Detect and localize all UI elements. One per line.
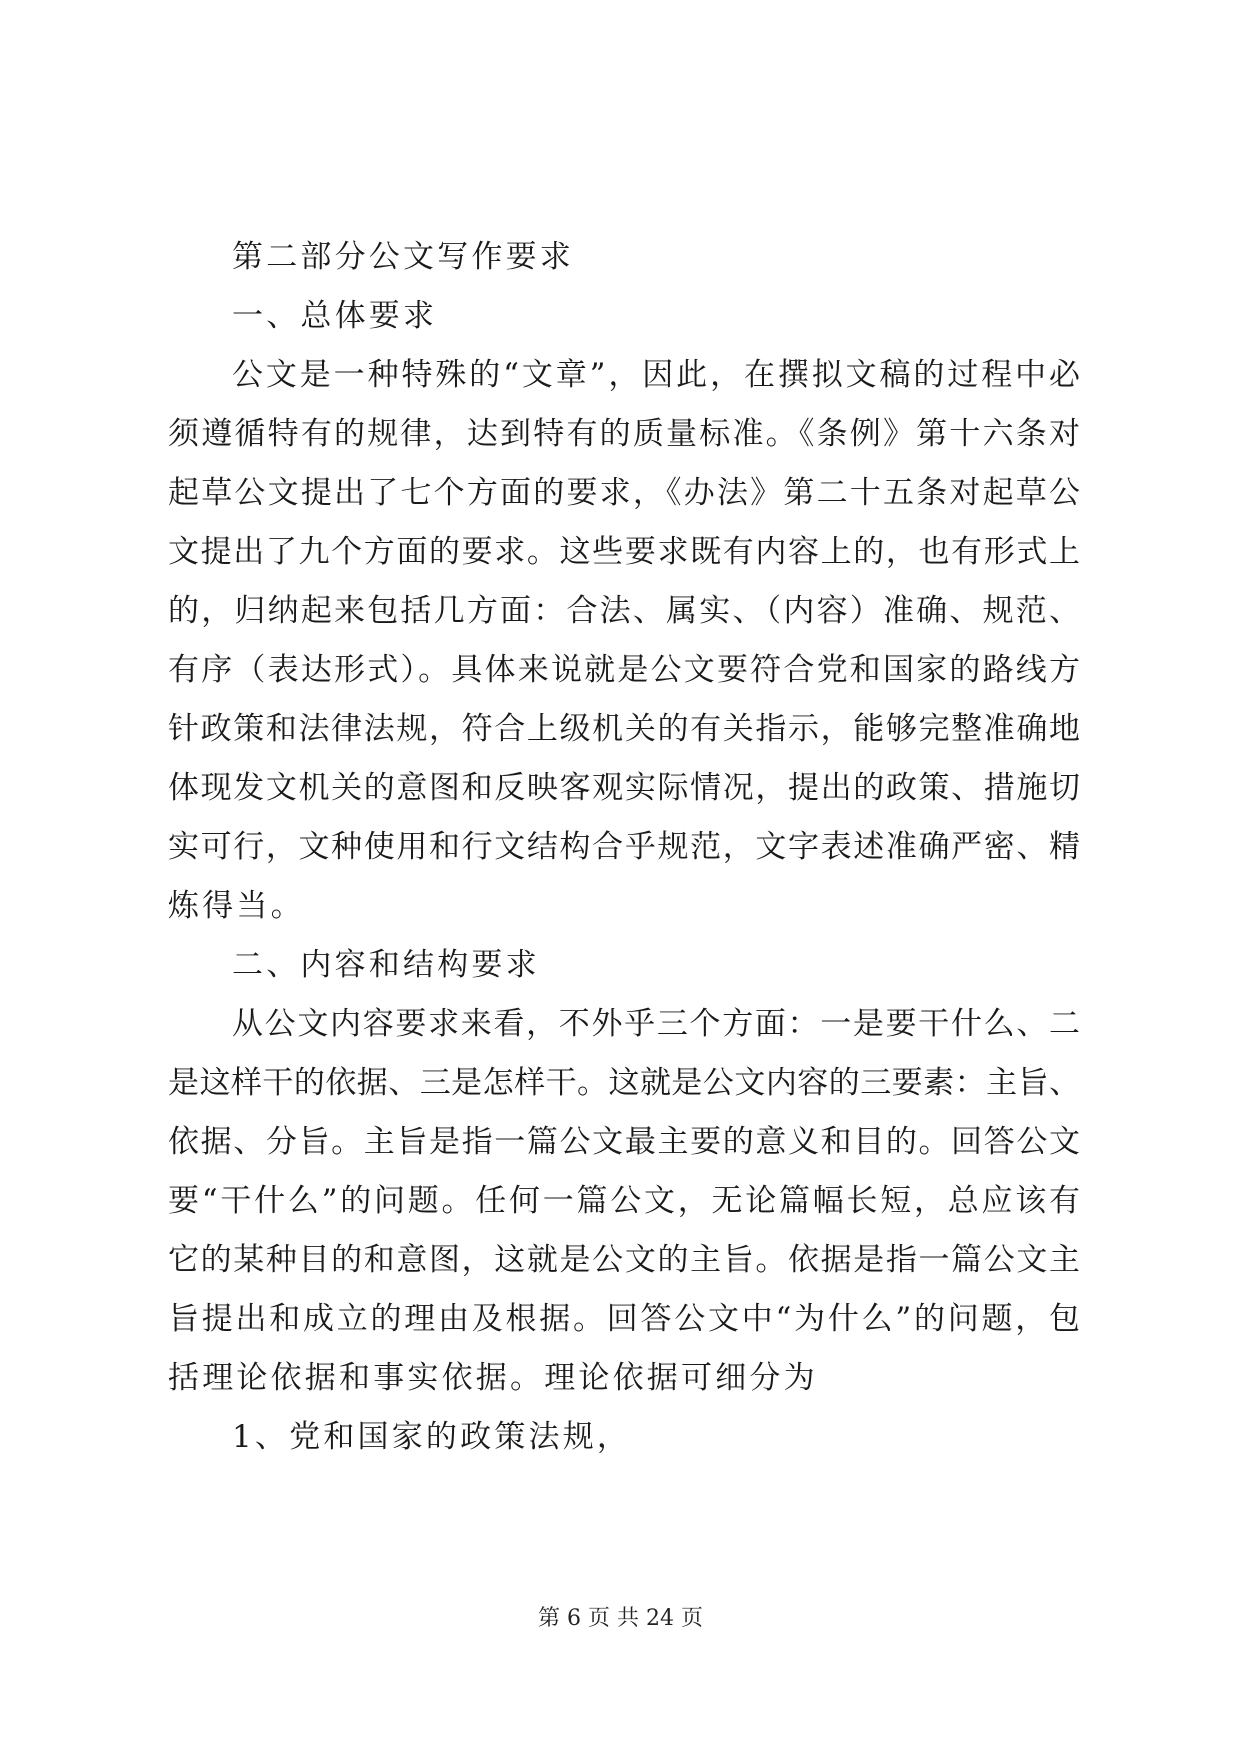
paragraph-line: 从公文内容要求来看，不外乎三个方面：一是要干什么、二 bbox=[232, 1006, 1080, 1042]
paragraph-line: 炼得当。 bbox=[168, 888, 305, 924]
paragraph-line: 文提出了九个方面的要求。这些要求既有内容上的，也有形式上 bbox=[168, 534, 1080, 570]
paragraph-line: 括理论依据和事实依据。理论依据可细分为 bbox=[168, 1360, 818, 1396]
paragraph-line: 它的某种目的和意图，这就是公文的主旨。依据是指一篇公文主 bbox=[168, 1242, 1080, 1278]
document-body bbox=[168, 228, 1080, 1467]
paragraph-line: 依据、分旨。主旨是指一篇公文最主要的意义和目的。回答公文 bbox=[168, 1124, 1080, 1160]
paragraph-line: 起草公文提出了七个方面的要求，《办法》第二十五条对起草公 bbox=[168, 475, 1080, 511]
paragraph-line: 须遵循特有的规律，达到特有的质量标准。《条例》第十六条对 bbox=[168, 416, 1080, 452]
page-number-footer: 第 6 页 共 24 页 bbox=[538, 1606, 703, 1631]
section-title: 第二部分公文写作要求 bbox=[232, 239, 574, 275]
paragraph-line: 实可行，文种使用和行文结构合乎规范，文字表述准确严密、精 bbox=[168, 829, 1080, 865]
paragraph-line: 针政策和法律法规，符合上级机关的有关指示，能够完整准确地 bbox=[168, 711, 1080, 747]
paragraph-line: 公文是一种特殊的“文章”，因此，在撰拟文稿的过程中必 bbox=[232, 357, 1080, 393]
subheading-content-structure: 二、内容和结构要求 bbox=[232, 947, 540, 983]
paragraph-line: 的，归纳起来包括几方面：合法、属实、（内容）准确、规范、 bbox=[168, 593, 1080, 629]
paragraph-line: 有序（表达形式）。具体来说就是公文要符合党和国家的路线方 bbox=[168, 652, 1080, 688]
paragraph-line: 要“干什么”的问题。任何一篇公文，无论篇幅长短，总应该有 bbox=[168, 1183, 1080, 1219]
paragraph-line: 是这样干的依据、三是怎样干。这就是公文内容的三要素：主旨、 bbox=[168, 1065, 1080, 1101]
list-item: 1、党和国家的政策法规， bbox=[232, 1419, 632, 1455]
subheading-general-requirements: 一、总体要求 bbox=[232, 298, 438, 334]
paragraph-line: 旨提出和成立的理由及根据。回答公文中“为什么”的问题，包 bbox=[168, 1301, 1080, 1337]
paragraph-line: 体现发文机关的意图和反映客观实际情况，提出的政策、措施切 bbox=[168, 770, 1080, 806]
